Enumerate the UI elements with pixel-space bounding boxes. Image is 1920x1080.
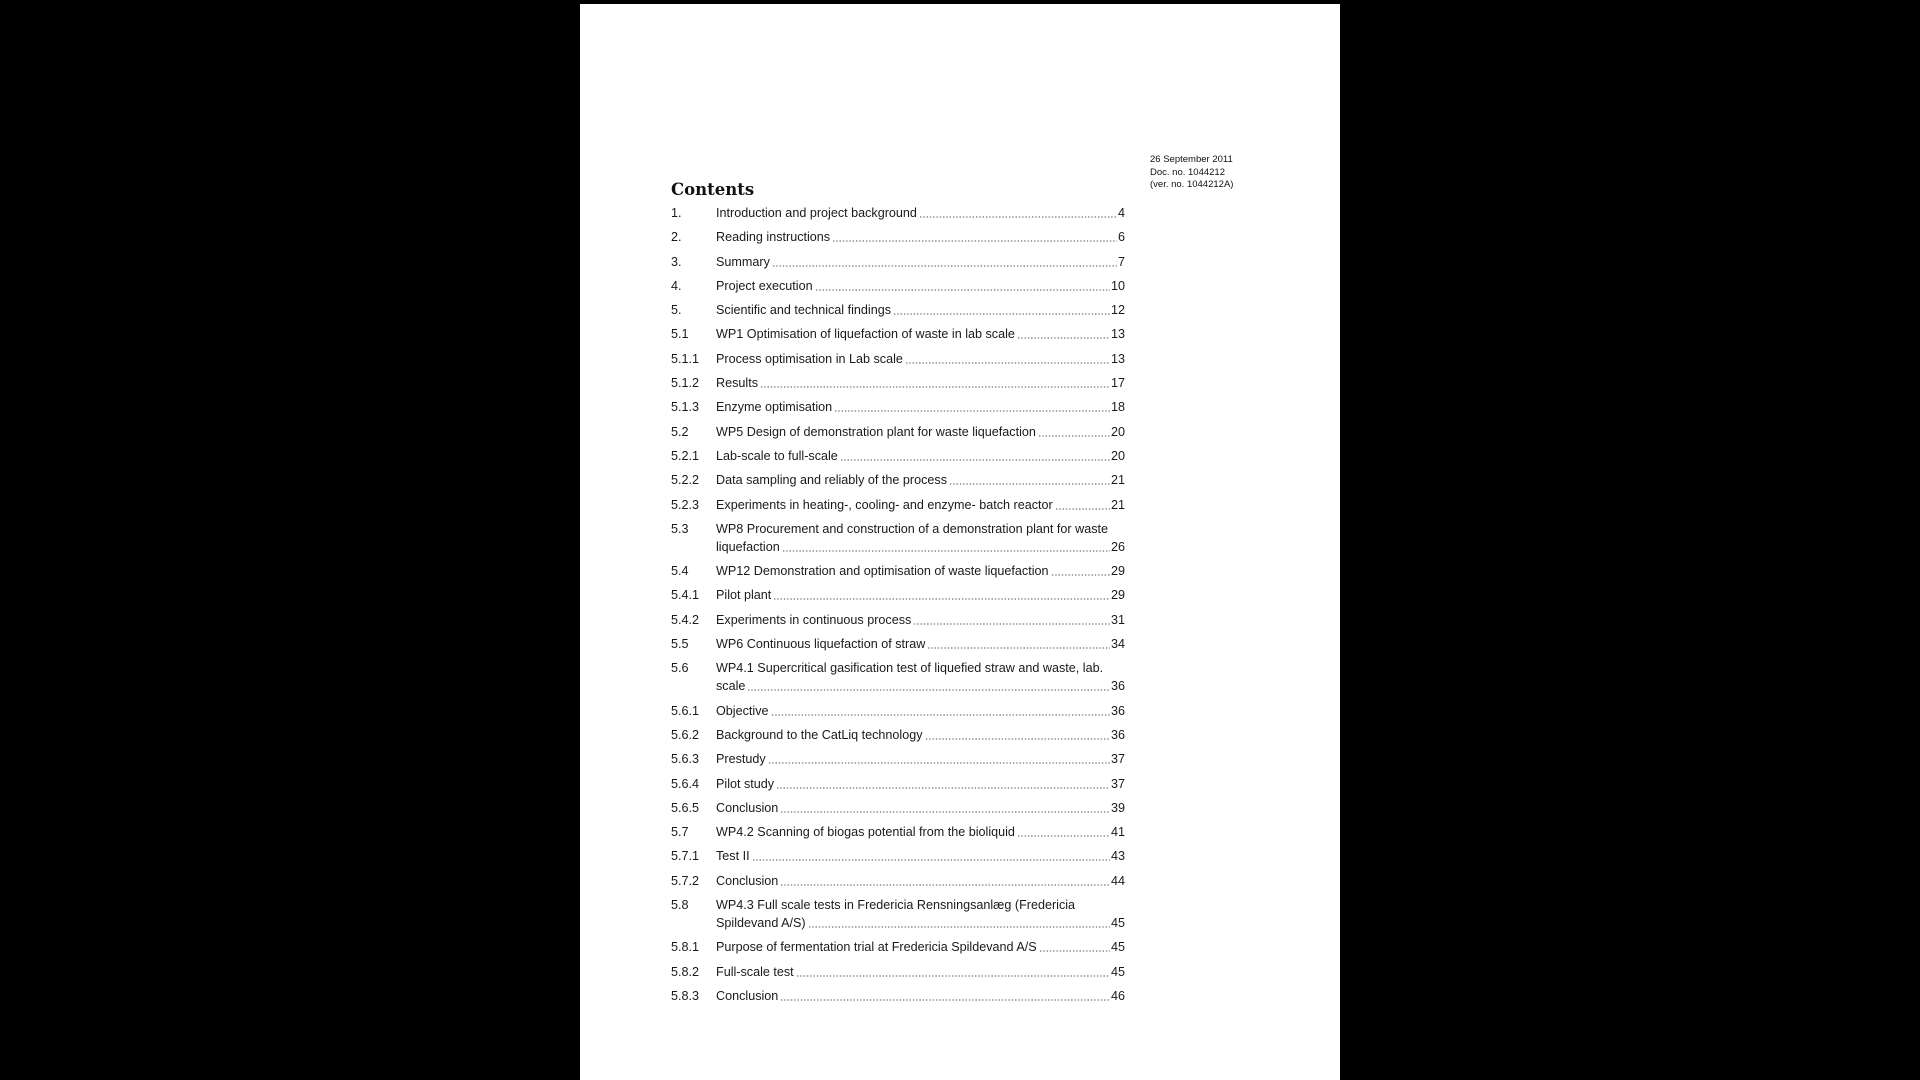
toc-dot-leader [905, 362, 1110, 364]
toc-entry-number: 5.2 [671, 424, 689, 439]
toc-dot-leader [780, 999, 1110, 1001]
toc-entry-page: 26 [1110, 539, 1125, 554]
toc-entry-label: Purpose of fermentation trial at Fredericia Spildevand A/S [716, 940, 1037, 955]
toc-entry[interactable] [671, 847, 1125, 871]
toc-entry[interactable] [671, 204, 1125, 228]
page-title: Contents [671, 180, 755, 199]
toc-dot-leader [776, 787, 1110, 789]
toc-entry-label: Scientific and technical findings [716, 303, 892, 318]
toc-entry-label: Full-scale test [716, 964, 794, 979]
toc-entry-page: 45 [1110, 940, 1125, 955]
toc-dot-leader [1051, 574, 1110, 576]
toc-dot-leader [1055, 508, 1110, 510]
toc-entry-number: 5.8.1 [671, 940, 700, 955]
toc-entry-page: 29 [1110, 564, 1125, 579]
toc-dot-leader [782, 550, 1110, 552]
toc-entry-number: 5.3 [671, 521, 689, 536]
toc-entry[interactable] [671, 938, 1125, 962]
toc-entry-label: WP4.1 Supercritical gasification test of liquefied straw and waste, lab. [716, 661, 1104, 676]
toc-dot-leader [796, 975, 1110, 977]
toc-entry-label: Enzyme optimisation [716, 400, 833, 415]
toc-entry-number: 5.1.2 [671, 376, 700, 391]
toc-dot-leader [747, 689, 1110, 691]
document-meta [1150, 154, 1233, 192]
toc-entry-page: 36 [1110, 703, 1125, 718]
toc-dot-leader [760, 386, 1110, 388]
toc-entry[interactable] [671, 775, 1125, 799]
toc-entry-label: Pilot plant [716, 588, 772, 603]
toc-entry-label: Objective [716, 703, 769, 718]
toc-entry-label: scale [716, 679, 746, 694]
toc-entry-number: 5.2.1 [671, 448, 700, 463]
toc-entry-label: WP12 Demonstration and optimisation of waste liquefaction [716, 564, 1049, 579]
toc-entry-number: 5.1 [671, 327, 689, 342]
toc-dot-leader [925, 738, 1110, 740]
toc-entry[interactable] [671, 520, 1125, 562]
toc-entry-page: 36 [1110, 679, 1125, 694]
toc-dot-leader [832, 240, 1117, 242]
toc-dot-leader [913, 623, 1110, 625]
toc-entry-number: 5.7.2 [671, 873, 700, 888]
toc-dot-leader [893, 313, 1110, 315]
toc-entry[interactable] [671, 750, 1125, 774]
toc-entry-number: 5.4.1 [671, 588, 700, 603]
toc-entry-page: 20 [1110, 424, 1125, 439]
toc-entry-label: Prestudy [716, 752, 766, 767]
toc-entry-number: 3. [671, 254, 682, 269]
toc-entry-page: 6 [1117, 230, 1125, 245]
document-date: 26 September 2011 [1150, 154, 1233, 165]
toc-dot-leader [772, 265, 1117, 267]
toc-entry[interactable] [671, 659, 1125, 701]
toc-dot-leader [1017, 835, 1110, 837]
toc-entry-number: 5.6.2 [671, 727, 700, 742]
toc-entry-page: 21 [1110, 497, 1125, 512]
toc-entry-number: 5.4.2 [671, 612, 700, 627]
toc-entry-number: 5.8 [671, 898, 689, 913]
toc-entry[interactable] [671, 325, 1125, 349]
document-version: (ver. no. 1044212A) [1150, 179, 1234, 190]
toc-entry-number: 5.7.1 [671, 849, 700, 864]
toc-entry-page: 37 [1110, 776, 1125, 791]
toc-entry-number: 5.1.3 [671, 400, 700, 415]
toc-entry-number: 4. [671, 278, 682, 293]
toc-entry[interactable] [671, 987, 1125, 1011]
toc-entry-number: 5. [671, 303, 682, 318]
toc-entry-page: 34 [1110, 637, 1125, 652]
toc-entry[interactable] [671, 823, 1125, 847]
toc-entry[interactable] [671, 799, 1125, 823]
toc-dot-leader [919, 216, 1117, 218]
document-number: Doc. no. 1044212 [1150, 166, 1226, 178]
toc-entry[interactable] [671, 301, 1125, 325]
toc-dot-leader [1038, 435, 1110, 437]
toc-entry[interactable] [671, 496, 1125, 520]
toc-entry-label: Introduction and project background [716, 206, 917, 220]
toc-entry-number: 5.8.2 [671, 964, 700, 979]
toc-entry-label: Experiments in continuous process [716, 612, 912, 627]
toc-entry-number: 5.5 [671, 637, 689, 652]
toc-entry-page: 31 [1110, 612, 1125, 627]
toc-entry-label: Lab-scale to full-scale [716, 448, 838, 463]
toc-entry-label: WP1 Optimisation of liquefaction of waste in lab scale [716, 327, 1015, 342]
toc-dot-leader [1039, 950, 1110, 952]
toc-entry-label: Pilot study [716, 776, 775, 791]
toc-entry-label: Data sampling and reliably of the process [716, 473, 948, 488]
toc-entry-number: 5.6.5 [671, 800, 700, 815]
toc-entry-label: Project execution [716, 278, 813, 293]
toc-entry-label: WP8 Procurement and construction of a demonstration plant for waste [716, 521, 1109, 536]
toc-entry-page: 44 [1110, 873, 1125, 888]
toc-entry-number: 5.6.1 [671, 703, 700, 718]
toc-entry-label: Background to the CatLiq technology [716, 727, 923, 742]
toc-entry[interactable] [671, 277, 1125, 301]
toc-entry-label: Process optimisation in Lab scale [716, 351, 903, 366]
toc-entry-label: Conclusion [716, 873, 779, 888]
toc-entry[interactable] [671, 872, 1125, 896]
toc-dot-leader [808, 926, 1110, 928]
toc-entry-number: 5.6 [671, 661, 689, 676]
toc-dot-leader [949, 483, 1110, 485]
toc-entry-label: Reading instructions [716, 230, 831, 245]
toc-entry-label: liquefaction [716, 539, 780, 554]
toc-entry-page: 41 [1110, 825, 1125, 840]
toc-entry-number: 5.2.2 [671, 473, 700, 488]
toc-dot-leader [780, 884, 1110, 886]
toc-entry[interactable] [671, 228, 1125, 252]
toc-entry-page: 39 [1110, 800, 1125, 815]
toc-entry[interactable] [671, 253, 1125, 277]
toc-entry-number: 5.2.3 [671, 497, 700, 512]
toc-entry-label: Experiments in heating-, cooling- and enzyme- batch reactor [716, 497, 1053, 512]
toc-entry-page: 46 [1110, 988, 1125, 1003]
toc-entry[interactable] [671, 447, 1125, 471]
toc-entry[interactable] [671, 374, 1125, 398]
toc-entry[interactable] [671, 471, 1125, 495]
toc-entry-page: 10 [1110, 278, 1125, 293]
toc-entry[interactable] [671, 635, 1125, 659]
toc-entry-page: 36 [1110, 727, 1125, 742]
toc-entry-number: 5.8.3 [671, 988, 700, 1003]
toc-entry-page: 13 [1110, 327, 1125, 342]
document-page [580, 4, 1340, 1080]
toc-entry-page: 21 [1110, 473, 1125, 488]
toc-dot-leader [771, 714, 1110, 716]
toc-entry-label: Results [716, 376, 758, 391]
toc-entry-page: 37 [1110, 752, 1125, 767]
toc-entry[interactable] [671, 350, 1125, 374]
toc-entry-label: WP4.3 Full scale tests in Fredericia Rensningsanlæg (Fredericia [716, 898, 1076, 913]
toc-entry-number: 5.7 [671, 825, 689, 840]
toc-entry[interactable] [671, 398, 1125, 422]
toc-dot-leader [1017, 337, 1110, 339]
toc-entry-label: Test II [716, 849, 750, 864]
toc-entry-page: 12 [1110, 303, 1125, 318]
toc-entry-label: WP5 Design of demonstration plant for waste liquefaction [716, 424, 1036, 439]
toc-entry-label: Conclusion [716, 988, 779, 1003]
toc-entry-label: WP6 Continuous liquefaction of straw [716, 637, 926, 652]
toc-entry-label: Conclusion [716, 800, 779, 815]
toc-entry-page: 45 [1110, 916, 1125, 931]
toc-dot-leader [815, 289, 1110, 291]
toc-entry-number: 5.6.4 [671, 776, 700, 791]
toc-entry-number: 5.1.1 [671, 351, 700, 366]
toc-entry-page: 17 [1110, 376, 1125, 391]
toc-entry[interactable] [671, 702, 1125, 726]
toc-entry-page: 7 [1117, 254, 1125, 269]
toc-entry-page: 43 [1110, 849, 1125, 864]
toc-dot-leader [780, 811, 1110, 813]
toc-dot-leader [840, 459, 1110, 461]
toc-dot-leader [834, 410, 1110, 412]
toc-dot-leader [927, 647, 1110, 649]
toc-entry-page: 4 [1117, 206, 1125, 220]
toc-entry-label: Spildevand A/S) [716, 916, 806, 931]
toc-entry-label: Summary [716, 254, 770, 269]
toc-entry-number: 5.6.3 [671, 752, 700, 767]
toc-entry-number: 5.4 [671, 564, 689, 579]
toc-entry[interactable] [671, 726, 1125, 750]
table-of-contents [671, 204, 1125, 1011]
toc-entry-number: 1. [671, 206, 682, 220]
toc-entry[interactable] [671, 586, 1125, 610]
toc-entry-page: 13 [1110, 351, 1125, 366]
toc-entry[interactable] [671, 423, 1125, 447]
toc-entry-page: 29 [1110, 588, 1125, 603]
toc-entry[interactable] [671, 611, 1125, 635]
toc-dot-leader [768, 762, 1110, 764]
toc-entry-page: 18 [1110, 400, 1125, 415]
toc-entry[interactable] [671, 896, 1125, 938]
toc-entry-page: 45 [1110, 964, 1125, 979]
toc-entry-label: WP4.2 Scanning of biogas potential from the bioliquid [716, 825, 1015, 840]
toc-dot-leader [752, 859, 1110, 861]
toc-entry-number: 2. [671, 230, 682, 245]
toc-entry[interactable] [671, 963, 1125, 987]
toc-entry[interactable] [671, 562, 1125, 586]
toc-dot-leader [773, 598, 1110, 600]
toc-entry-page: 20 [1110, 448, 1125, 463]
